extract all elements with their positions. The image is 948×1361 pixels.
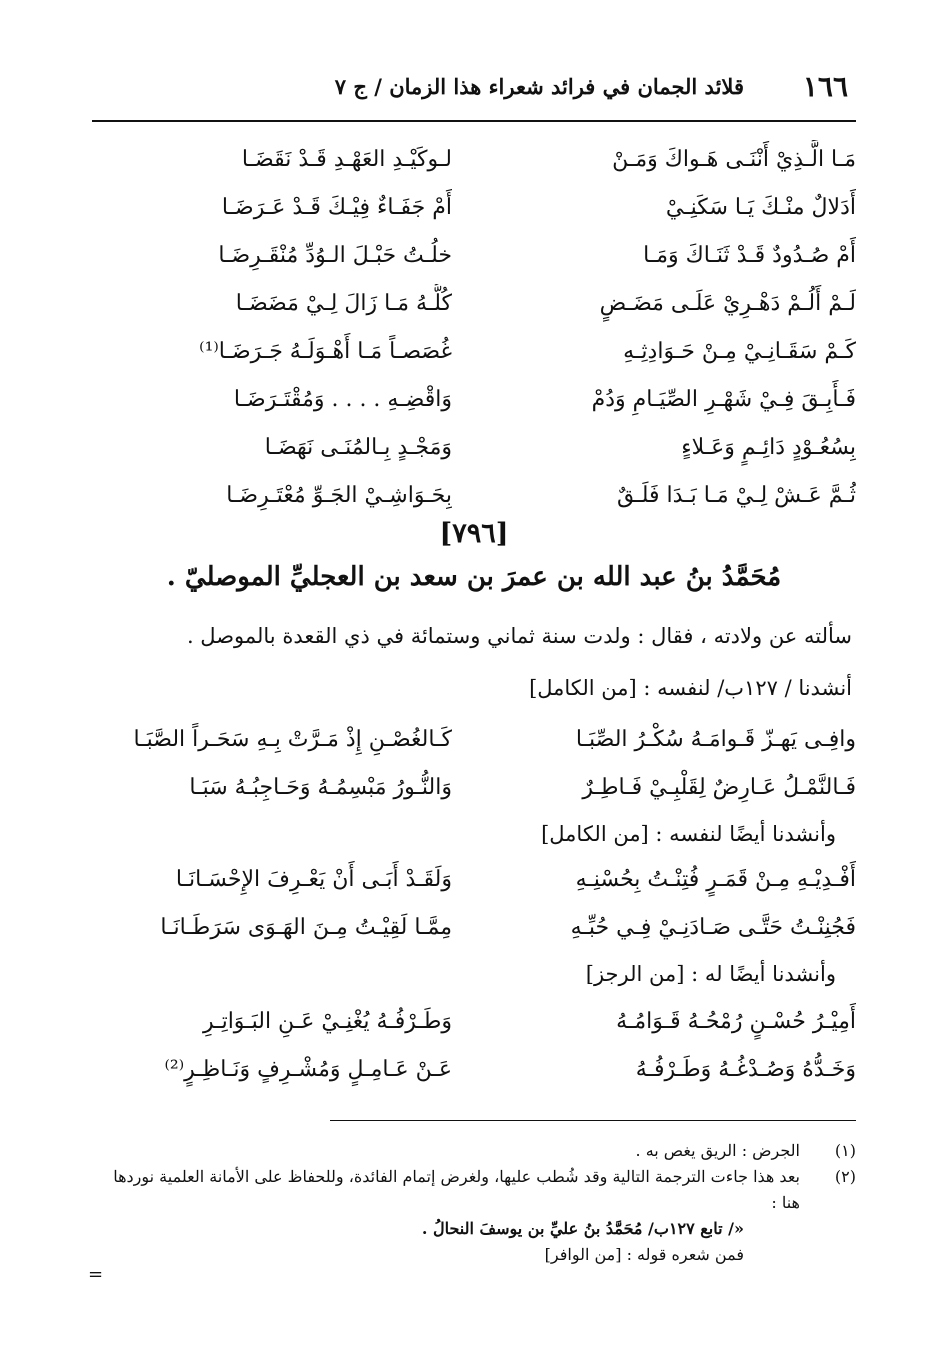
second-hemistich: وَطَـرْفُـهُ يُغْنِـيْ عَـنِ البَـوَاتِـرِ (202, 1009, 452, 1034)
second-hemistich: مِمَّـا لَقِيْـتُ مِـنَ الهَـوَى سَرَطَـانَـا (160, 915, 452, 940)
first-hemistich: وافِـى يَهـزّ قَـوامَـهُ سُكْـرُ الصِّبَـا (575, 727, 856, 752)
second-hemistich: لـوكَيْـدِ العَهْـدِ قَـدْ نَقَضَـا (241, 147, 452, 172)
first-hemistich: أَمْ صُـدُودٌ قَـدْ ثَنَـاكَ وَمَـا (643, 243, 856, 268)
poem-intro: وأنشدنا أيضًا له : [من الرجز] (585, 962, 836, 986)
first-hemistich: مَـا الَّـذِيْ أَنْنَـى هَـواكَ وَمَـنْ (612, 147, 856, 172)
verse (92, 236, 856, 284)
footnote (92, 1138, 856, 1164)
running-title: قلائد الجمان في فرائد شعراء هذا الزمان / ج ٧ (334, 74, 744, 99)
first-hemistich: فَـالنَّمْـلُ عَـارِضٌ لِقَلْبِـيْ فَـاطِـرٌ (582, 775, 856, 800)
poem-2 (92, 720, 856, 816)
second-hemistich: غُصَصـاً مَـا أَهْـوَلَـهُ جَـرَضَـا⁽¹⁾ (199, 339, 452, 364)
verse (92, 720, 856, 768)
poem-intro: أنشدنا / ١٢٧ب/ لنفسه : [من الكامل] (529, 676, 852, 700)
header-rule (92, 120, 856, 122)
verse (92, 140, 856, 188)
first-hemistich: بِسُعُـوْدٍ دَائِـمٍ وَعَـلاءٍ (681, 435, 856, 460)
first-hemistich: أَمِيْـرُ حُسْـنٍ رُمْحُـهُ قَـوَامُـهُ (616, 1009, 856, 1034)
verse (92, 1050, 856, 1098)
footnote (92, 1164, 856, 1216)
footnotes (92, 1138, 856, 1268)
entry-name: مُحَمَّدُ بنُ عبد الله بن عمرَ بن سعد بن العجليِّ الموصليّ . (166, 562, 782, 592)
first-hemistich: ثُـمَّ عَـشْ لِـيْ مَـا بَـدَا فَلَـقٌ (616, 483, 856, 508)
entry-number: [٧٩٦] (439, 518, 509, 549)
first-hemistich: وَخَـدُّهُ وَصُـدْغُـهُ وَطَـرْفُـهُ (635, 1057, 856, 1082)
second-hemistich: وَمَجْـدٍ بِـالمُنَـى نَهَضَـا (264, 435, 452, 460)
verse (92, 908, 856, 956)
footnote-number: (١) (834, 1141, 856, 1160)
footnote-number: (٢) (834, 1167, 856, 1186)
verse (92, 1002, 856, 1050)
poem-intro: وأنشدنا أيضًا لنفسه : [من الكامل] (541, 822, 836, 846)
verse (92, 284, 856, 332)
first-hemistich: أَدَلالٌ منْـكَ يَـا سَكَنِـيْ (665, 195, 856, 220)
page-number: ١٦٦ (802, 70, 848, 103)
continuation-mark: = (88, 1264, 104, 1285)
second-hemistich: خلُـتُ حَبْـلَ الـوُدِّ مُنْقَـرِضَـا (218, 243, 452, 268)
footnote-text: الجرض : الريق يغص به . (635, 1141, 800, 1160)
second-hemistich: كُلُّـهُ مَـا زَالَ لِـيْ مَضَضَـا (235, 291, 452, 316)
verse (92, 860, 856, 908)
footnote-rule (330, 1120, 856, 1121)
second-hemistich: أَمْ جَفَـاءٌ فِيْـكَ قَـدْ عَـرَضَـا (221, 195, 452, 220)
footnote-meter: فمن شعره قوله : [من الوافر] (544, 1245, 744, 1264)
second-hemistich: عَـنْ عَـامِـلٍ وَمُشْـرِفٍ وَنَـاظِـرٍ⁽²⁾ (164, 1057, 452, 1082)
poem-4 (92, 1002, 856, 1098)
birth-note: سألته عن ولادته ، فقال : ولدت سنة ثماني وستمائة في ذي القعدة بالموصل . (186, 624, 852, 648)
first-hemistich: فَـأَبِـقَ فِـيْ شَهْـرِ الصِّيَـامِ وَدُمْ (591, 387, 856, 412)
poem-3 (92, 860, 856, 956)
verse (92, 332, 856, 380)
verse (92, 380, 856, 428)
second-hemistich: وَلَقَـدْ أَبَـى أَنْ يَعْـرِفَ الإِحْسَـانَـا (175, 867, 452, 892)
verse (92, 476, 856, 524)
poem-1 (92, 140, 856, 524)
first-hemistich: أَفْـدِيْـهِ مِـنْ قَمَـرٍ فُتِنْـتُ بِحُسْنِـهِ (575, 867, 856, 892)
footnote-quote: «/ تابع ١٢٧ب/ مُحَمَّدُ بنُ عليِّ بن يوسفَ النحالُ . (421, 1219, 744, 1238)
verse (92, 428, 856, 476)
page-header (92, 66, 856, 106)
verse (92, 768, 856, 816)
footnote-text: بعد هذا جاءت الترجمة التالية وقد شُطب عليها، ولغرض إتمام الفائدة، وللحفاظ على الأمانة العلمية نوردها هنا : (113, 1167, 800, 1212)
first-hemistich: كَـمْ سَقَـانِـيْ مِـنْ حَـوَادِثِـهِ (623, 339, 856, 364)
second-hemistich: وَالنُّـورُ مَبْسِمُـهُ وَحَـاجِبُـهُ سَبَـا (189, 775, 452, 800)
verse (92, 188, 856, 236)
first-hemistich: لَـمْ أَلُـمْ دَهْـرِيْ عَلَـى مَضَـضٍ (599, 291, 856, 316)
first-hemistich: فَجُنِنْـتُ حَتَّـى صَـادَنِـيْ فِـي حُبِّـهِ (570, 915, 856, 940)
second-hemistich: كَـالغُصْـنِ إِذْ مَـرَّتْ بِـهِ سَحَـراً الصَّبَـا (133, 727, 452, 752)
second-hemistich: وَاقْضِـهِ . . . . وَمُقْتَـرَضَـا (233, 387, 452, 412)
second-hemistich: بِحَـوَاشِـيْ الجَـوِّ مُعْتَـرِضَـا (226, 483, 452, 508)
